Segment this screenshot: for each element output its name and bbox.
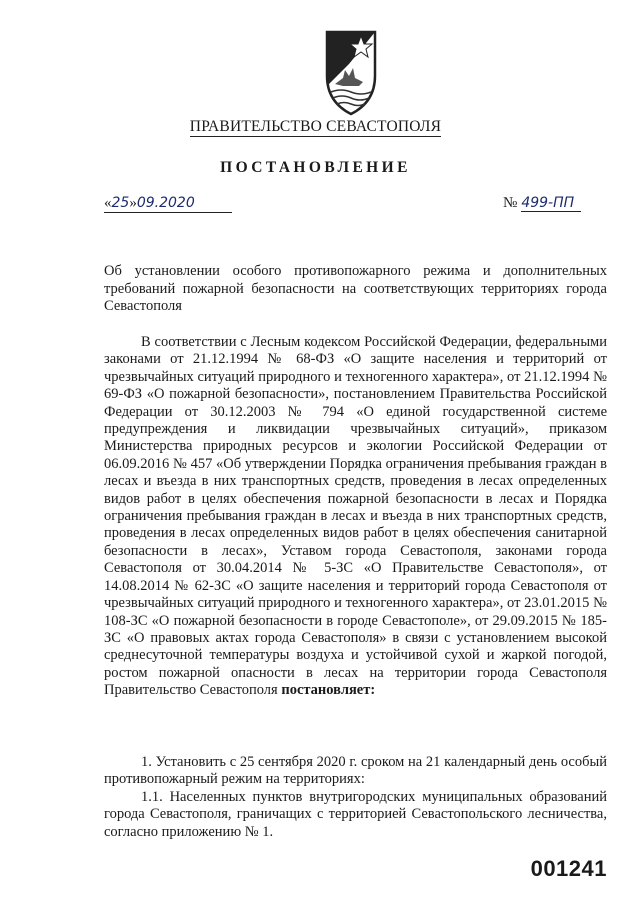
resolution-items bbox=[104, 754, 607, 841]
date-open-quote: « bbox=[104, 195, 112, 211]
date-close-quote: » bbox=[129, 195, 137, 211]
sevastopol-emblem-icon bbox=[319, 24, 383, 116]
date-month-year-handwritten: 09.2020 bbox=[136, 195, 195, 211]
number-value-handwritten: 499-ПП bbox=[521, 195, 581, 212]
number-sign: № bbox=[503, 195, 518, 211]
government-title: ПРАВИТЕЛЬСТВО СЕВАСТОПОЛЯ bbox=[189, 118, 442, 135]
document-date bbox=[104, 194, 232, 213]
preamble-text: В соответствии с Лесным кодексом Российской Федерации, федеральными законами от 21.12.1994 № 68-ФЗ «О защите населения и территорий от чрезвычайных ситуаций природного и техногенного характера», от 21.12.1994 № 69-ФЗ «О пожарной безопасности», постановлением Правительства Российской Федерации от 30.12.2003 № 794 «О единой государственной системе предупреждения и ликвидации чрезвычайных ситуаций», приказом Министерства природных ресурсов и экологии Российской Федерации от 06.09.2016 № 457 «Об утверждении Порядка ограничения пребывания граждан в лесах и въезда в них транспортных средств, проведения в лесах определенных видов работ в целях обеспечения пожарной безопасности в лесах и Порядка ограничения пребывания граждан в лесах и въезда в них транспортных средств, проведения в лесах определенных видов работ в целях обеспечения санитарной безопасности в лесах», Уставом города Севастополя, законами города Севастополя от 30.04.2014 № 5-ЗС «О Правительстве Севастополя», от 14.08.2014 № 62-ЗС «О защите населения и территорий города Севастополя от чрезвычайных ситуаций природного и техногенного характера», от 23.01.2015 № 108-ЗС «О пожарной безопасности в городе Севастополе», от 29.09.2015 № 185-ЗС «О правовых актах города Севастополя» в связи с установлением высокой среднесуточной температуры воздуха и устойчивой сухой и жаркой погодой, ростом пожарной опасности в лесах на территории города Севастополя Правительство Севастополя bbox=[104, 334, 607, 699]
item-1: 1. Установить с 25 сентября 2020 г. сроком на 21 календарный день особый противопожарный режим на территориях: bbox=[104, 754, 607, 788]
document-number bbox=[503, 194, 607, 212]
document-subject: Об установлении особого противопожарного режима и дополнительных требований пожарной безопасности на соответствующих территориях города Севастополя bbox=[104, 263, 607, 314]
coat-of-arms-emblem bbox=[319, 24, 383, 116]
item-1-1: 1.1. Населенных пунктов внутригородских муниципальных образований города Севастополя, граничащих с территорией Севастопольского лесничества, согласно приложению № 1. bbox=[104, 788, 607, 840]
resolves-word: постановляет: bbox=[281, 682, 376, 699]
document-type-title: ПОСТАНОВЛЕНИЕ bbox=[220, 159, 411, 176]
serial-number: 001241 bbox=[530, 856, 607, 881]
date-day-handwritten: 25 bbox=[111, 195, 130, 211]
preamble-paragraph bbox=[104, 334, 607, 700]
